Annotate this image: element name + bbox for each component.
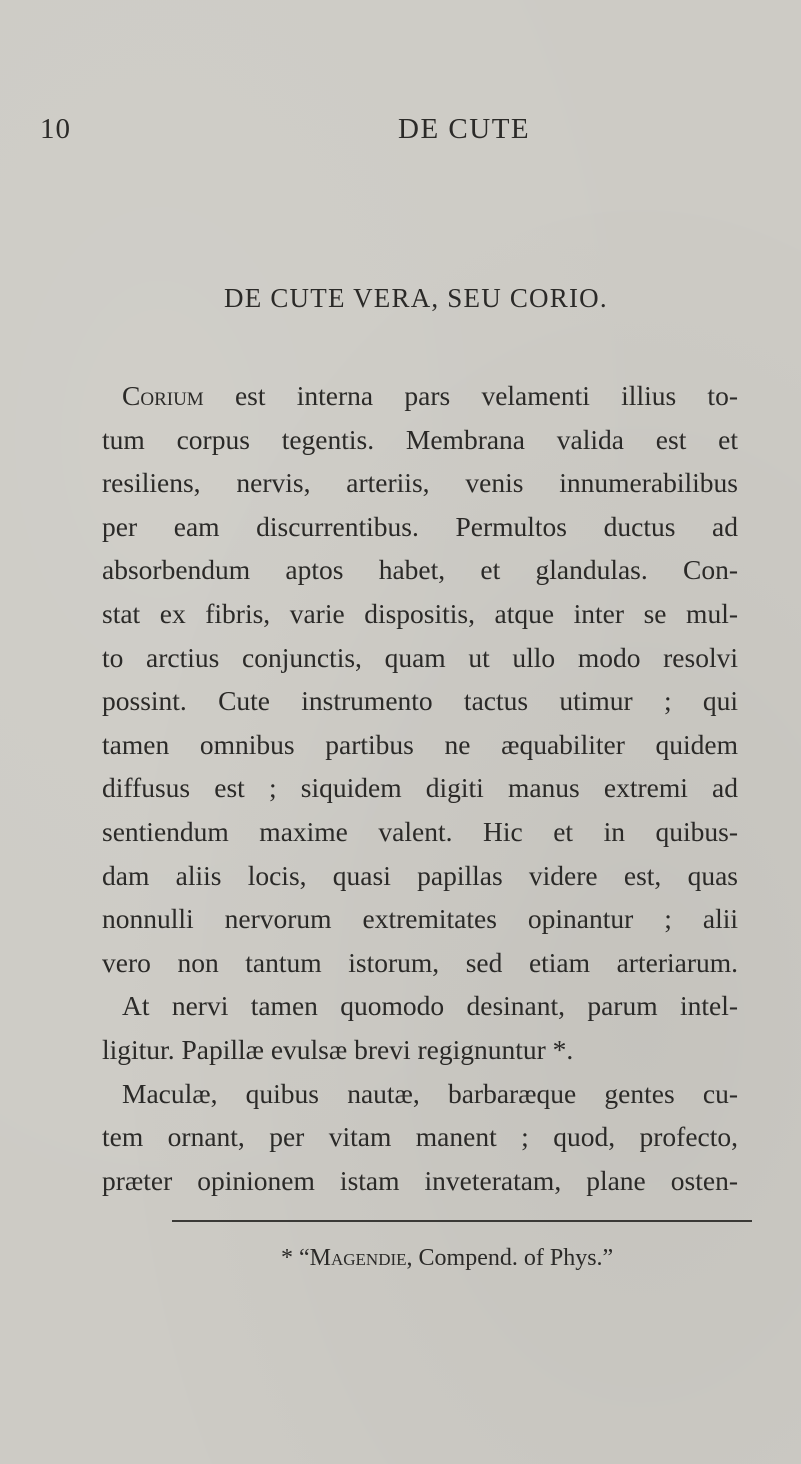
- text-line: tem ornant, per vitam manent ; quod, profecto,: [102, 1121, 738, 1153]
- text-line: tum corpus tegentis. Membrana valida est et: [102, 423, 738, 455]
- page-number: 10: [40, 113, 71, 145]
- text-line: diffusus est ; siquidem digiti manus extremi ad: [102, 772, 738, 804]
- line-text: est interna pars velamenti illius to-: [203, 380, 738, 411]
- text-line: absorbendum aptos habet, et glandulas. Con-: [102, 554, 738, 586]
- body-text: [102, 374, 738, 1202]
- text-line: to arctius conjunctis, quam ut ullo modo resolvi: [102, 641, 738, 673]
- text-line: præter opinionem istam inveteratam, plane osten-: [102, 1164, 738, 1196]
- text-line: [102, 374, 738, 418]
- footnote-rule: [172, 1220, 752, 1222]
- section-heading: DE CUTE VERA, SEU CORIO.: [224, 283, 608, 313]
- text-line: dam aliis locis, quasi papillas videre est, quas: [102, 859, 738, 891]
- page-header: [0, 113, 801, 153]
- running-head: DE CUTE: [398, 113, 531, 145]
- first-word: Corium: [122, 380, 204, 411]
- text-line: At nervi tamen quomodo desinant, parum intel-: [122, 990, 738, 1022]
- text-line: Maculæ, quibus nautæ, barbaræque gentes cu-: [122, 1077, 738, 1109]
- text-line: per eam discurrentibus. Permultos ductus ad: [102, 510, 738, 542]
- text-line: stat ex fibris, varie dispositis, atque inter se mul-: [102, 597, 738, 629]
- footnote-author: Magendie: [309, 1245, 407, 1271]
- text-line: tamen omnibus partibus ne æquabiliter quidem: [102, 728, 738, 760]
- text-line: ligitur. Papillæ evulsæ brevi regignuntur *.: [102, 1033, 574, 1065]
- text-line: possint. Cute instrumento tactus utimur ; qui: [102, 685, 738, 717]
- text-line: vero non tantum istorum, sed etiam arteriarum.: [102, 946, 738, 978]
- footnote-marker: * “: [281, 1245, 310, 1271]
- text-line: nonnulli nervorum extremitates opinantur ; alii: [102, 903, 738, 935]
- footnote: [281, 1245, 613, 1272]
- footnote-text: , Compend. of Phys.”: [406, 1245, 614, 1271]
- text-line: sentiendum maxime valent. Hic et in quibus-: [102, 815, 738, 847]
- text-line: resiliens, nervis, arteriis, venis innumerabilibus: [102, 467, 738, 499]
